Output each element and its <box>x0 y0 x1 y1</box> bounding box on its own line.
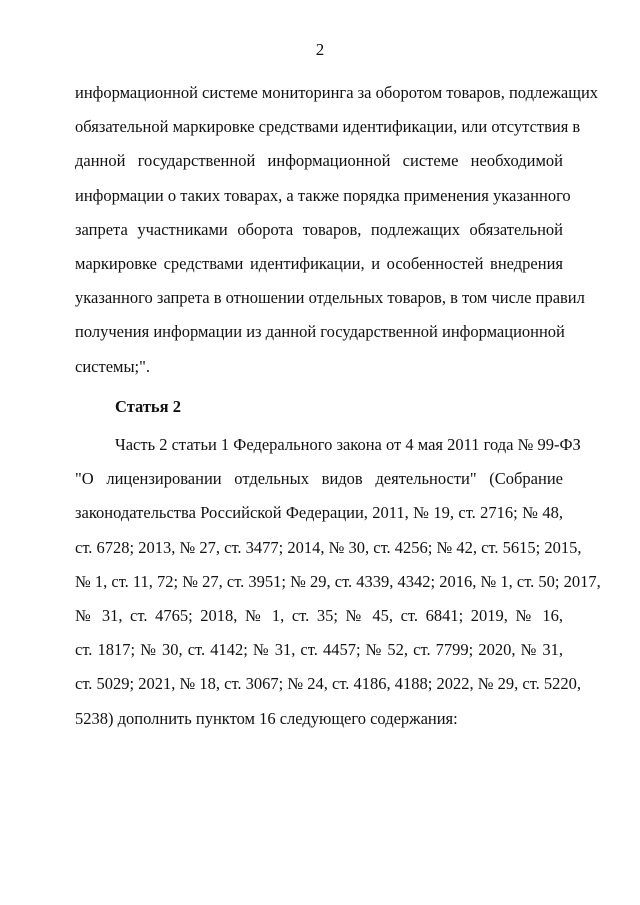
text-line: информационной системе мониторинга за оборотом товаров, подлежащих <box>75 83 599 102</box>
text-line: ст. 5029; 2021, № 18, ст. 3067; № 24, ст. 4186, 4188; 2022, № 29, ст. 5220, <box>75 674 582 694</box>
text-line: системы;". <box>75 356 150 376</box>
page-number: 2 <box>315 40 325 59</box>
text-line: данной государственной информационной системе необходимой <box>75 151 563 171</box>
text-line: "О лицензировании отдельных видов деятельности" (Собрание <box>75 469 563 489</box>
text-line: ст. 1817; № 30, ст. 4142; № 31, ст. 4457; № 52, ст. 7799; 2020, № 31, <box>75 640 563 660</box>
text-line: указанного запрета в отношении отдельных товаров, в том числе правил <box>75 288 585 308</box>
article-heading: Статья 2 <box>115 396 181 416</box>
text-line: законодательства Российской Федерации, 2011, № 19, ст. 2716; № 48, <box>75 503 563 523</box>
text-line: запрета участниками оборота товаров, подлежащих обязательной <box>75 219 563 239</box>
document-body <box>75 76 601 736</box>
text-line: информации о таких товарах, а также порядка применения указанного <box>75 185 571 205</box>
paragraph-continuation <box>75 76 599 384</box>
paragraph-article-2 <box>75 428 601 736</box>
text-line: ст. 6728; 2013, № 27, ст. 3477; 2014, № 30, ст. 4256; № 42, ст. 5615; 2015, <box>75 537 582 557</box>
text-line: обязательной маркировке средствами идентификации, или отсутствия в <box>75 117 581 137</box>
text-line: 5238) дополнить пунктом 16 следующего содержания: <box>75 708 458 728</box>
text-line: получения информации из данной государственной информационной <box>75 322 565 342</box>
text-line: № 31, ст. 4765; 2018, № 1, ст. 35; № 45, ст. 6841; 2019, № 16, <box>75 606 563 626</box>
text-line: Часть 2 статьи 1 Федерального закона от 4 мая 2011 года № 99-ФЗ <box>115 435 581 455</box>
text-line: № 1, ст. 11, 72; № 27, ст. 3951; № 29, ст. 4339, 4342; 2016, № 1, ст. 50; 2017, <box>75 571 601 591</box>
text-line: маркировке средствами идентификации, и особенностей внедрения <box>75 254 563 274</box>
